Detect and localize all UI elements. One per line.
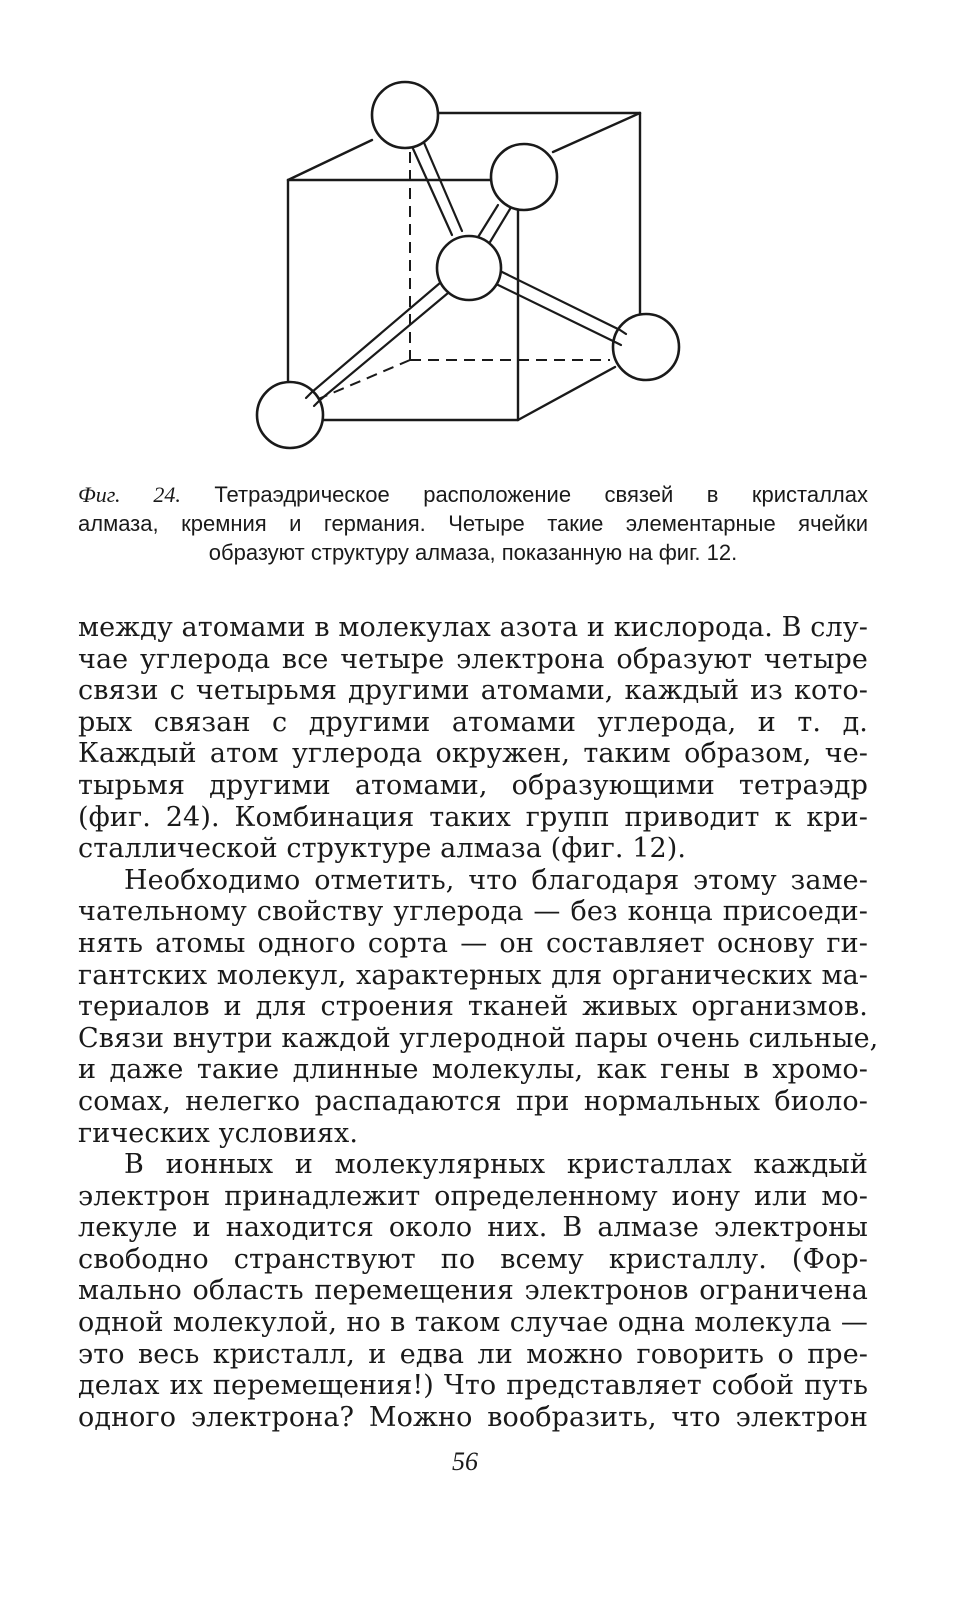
text-line: В ионных и молекулярных кристаллах каждый <box>124 1149 868 1181</box>
text-line: нять атомы одного сорта — он составляет основу ги- <box>78 927 868 959</box>
atom-center <box>437 236 501 300</box>
text-line: одного электрона? Можно вообразить, что электрон <box>78 1401 868 1433</box>
text-line: гических условиях. <box>78 1117 359 1149</box>
text-line: связи с четырьмя другими атомами, каждый из кото- <box>78 675 868 707</box>
paragraph-1 <box>78 612 868 865</box>
bond-rod <box>312 277 447 392</box>
atom-top-left <box>372 82 438 148</box>
text-line: электрон принадлежит определенному иону или мо- <box>78 1180 868 1212</box>
caption-line-2: алмаза, кремния и германия. Четыре такие элементарные ячейки <box>78 511 868 536</box>
page-number: 56 <box>452 1447 478 1476</box>
atom-bottom-left <box>257 382 323 448</box>
text-line: Связи внутри каждой углеродной пары очень сильные, <box>78 1022 879 1054</box>
text-line: гантских молекул, характерных для органических ма- <box>78 959 868 991</box>
text-line: (фиг. 24). Комбинация таких групп приводит к кри- <box>78 801 868 833</box>
text-line: одной молекулой, но в таком случае одна молекула — <box>78 1307 868 1339</box>
bond-rod <box>492 282 615 342</box>
text-line: чательному свойству углерода — без конца присоеди- <box>78 896 868 928</box>
text-line: делах их перемещения!) Что представляет собой путь <box>78 1370 868 1402</box>
cube-edge <box>553 113 640 152</box>
text-line: сомах, нелегко распадаются при нормальных биоло- <box>78 1085 868 1117</box>
text-line: лекуле и находится около них. В алмазе электроны <box>78 1212 868 1244</box>
tetrahedral-bond-figure <box>240 72 690 462</box>
caption-text: Тетраэдрическое расположение связей в кристаллах <box>214 482 868 507</box>
text-line: териалов и для строения тканей живых организмов. <box>78 991 868 1023</box>
atom-top-right <box>491 144 557 210</box>
figure-caption <box>78 480 868 567</box>
paragraph-3 <box>78 1149 868 1433</box>
bond-rod <box>320 288 454 400</box>
tetrahedron-cube-diagram <box>240 72 690 462</box>
hidden-cube-edge <box>316 360 410 400</box>
caption-label: Фиг. 24. <box>78 482 181 507</box>
caption-line-1 <box>78 480 868 509</box>
text-line: и даже такие длинные молекулы, как гены в хромо- <box>78 1054 868 1086</box>
main-text <box>78 612 879 1433</box>
text-line: мально область перемещения электронов ограничена <box>78 1275 868 1307</box>
cube-edge <box>288 140 372 180</box>
atom-right <box>613 314 679 380</box>
text-line: тырьмя другими атомами, образующими тетраэдр <box>78 769 868 801</box>
caption-line-3: образуют структуру алмаза, показанную на фиг. 12. <box>208 540 738 565</box>
bond-rod <box>498 270 620 330</box>
bond-rod <box>487 209 510 247</box>
text-line: рых связан с другими атомами углерода, и т. д. <box>78 706 868 738</box>
text-line: между атомами в молекулах азота и кислорода. В слу- <box>78 612 868 643</box>
bond-rod <box>410 142 452 235</box>
text-line: свободно странствуют по всему кристаллу. (Фор- <box>78 1243 868 1275</box>
cube-edge <box>518 367 615 420</box>
text-line: Необходимо отметить, что благодаря этому заме- <box>124 864 868 896</box>
text-line: чае углерода все четыре электрона образуют четыре <box>78 643 868 675</box>
paragraph-2 <box>78 864 879 1149</box>
text-line: Каждый атом углерода окружен, таким образом, че- <box>78 738 868 770</box>
text-line: это весь кристалл, и едва ли можно говорить о пре- <box>78 1338 868 1370</box>
text-line: сталлической структуре алмаза (фиг. 12). <box>78 833 687 865</box>
